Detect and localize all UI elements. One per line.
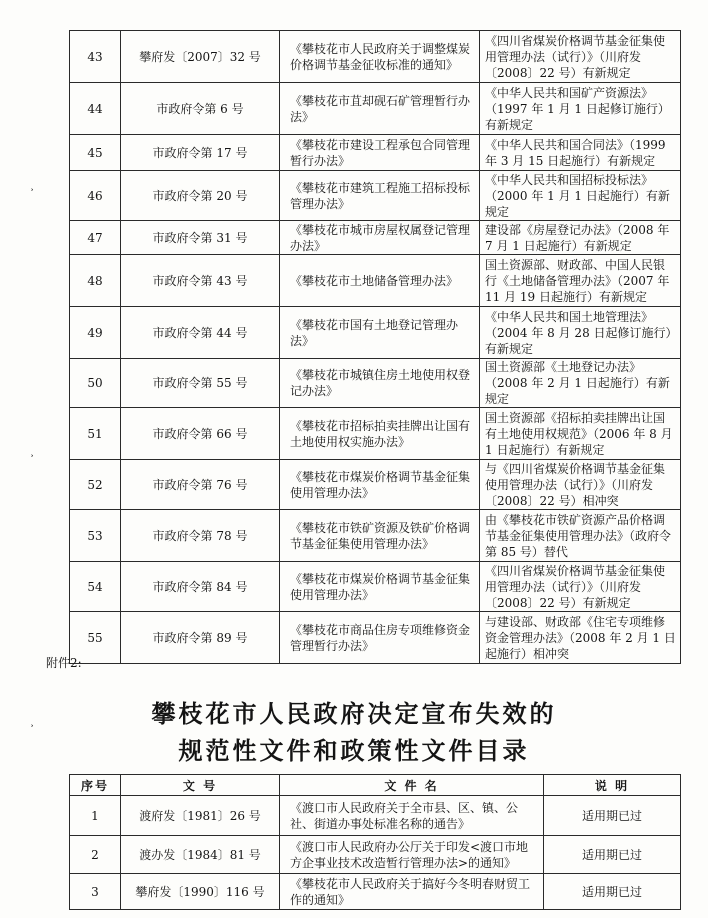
table-header-row <box>70 775 681 796</box>
row-number: 50 <box>70 359 121 408</box>
document-number: 市政府令第 76 号 <box>121 460 280 510</box>
document-number: 市政府令第 6 号 <box>121 83 280 135</box>
document-title: 《攀枝花市煤炭价格调节基金征集使用管理办法》 <box>280 460 480 510</box>
table-row <box>70 359 681 408</box>
remark: 国土资源部《招标拍卖挂牌出让国有土地使用权规范》（2006 年 8 月 1 日起施行）有新规定 <box>480 408 681 460</box>
document-number: 市政府令第 66 号 <box>121 408 280 460</box>
attachment-label: 附件2: <box>46 656 82 670</box>
row-number: 53 <box>70 510 121 562</box>
document-title: 《攀枝花市苴却砚石矿管理暂行办法》 <box>280 83 480 135</box>
document-number: 渡府发〔1981〕26 号 <box>121 796 280 836</box>
row-number: 44 <box>70 83 121 135</box>
document-title: 《攀枝花市建设工程承包合同管理暂行办法》 <box>280 135 480 171</box>
remark: 《四川省煤炭价格调节基金征集使用管理办法（试行）》（川府发〔2008〕22 号）有新规定 <box>480 562 681 612</box>
row-number: 1 <box>70 796 121 836</box>
remark: 《中华人民共和国土地管理法》（2004 年 8 月 28 日起修订施行）有新规定 <box>480 307 681 359</box>
remark: 与建设部、财政部《住宅专项维修资金管理办法》（2008 年 2 月 1 日起施行）相冲突 <box>480 612 681 664</box>
document-title: 《攀枝花市人民政府关于调整煤炭价格调节基金征收标准的通知》 <box>280 31 480 83</box>
document-number: 市政府令第 55 号 <box>121 359 280 408</box>
row-number: 3 <box>70 874 121 910</box>
remark: 《中华人民共和国招标投标法》（2000 年 1 月 1 日起施行）有新规定 <box>480 171 681 221</box>
document-title: 《攀枝花市国有土地登记管理办法》 <box>280 307 480 359</box>
invalidated-documents-table <box>69 774 681 910</box>
table-row <box>70 510 681 562</box>
document-number: 市政府令第 78 号 <box>121 510 280 562</box>
table-row <box>70 562 681 612</box>
remark: 适用期已过 <box>544 836 681 874</box>
document-number: 市政府令第 20 号 <box>121 171 280 221</box>
table-row <box>70 408 681 460</box>
remark: 由《攀枝花市铁矿资源产品价格调节基金征集使用管理办法》（政府令第 85 号）替代 <box>480 510 681 562</box>
remark: 《中华人民共和国矿产资源法》（1997 年 1 月 1 日起修订施行）有新规定 <box>480 83 681 135</box>
row-number: 55 <box>70 612 121 664</box>
row-number: 45 <box>70 135 121 171</box>
table-row <box>70 612 681 664</box>
remark: 适用期已过 <box>544 874 681 910</box>
header-document-title: 文 件 名 <box>280 775 544 796</box>
table-row <box>70 796 681 836</box>
document-title: 《攀枝花市土地储备管理办法》 <box>280 255 480 307</box>
document-title: 《攀枝花市铁矿资源及铁矿价格调节基金征集使用管理办法》 <box>280 510 480 562</box>
remark: 适用期已过 <box>544 796 681 836</box>
table-row <box>70 171 681 221</box>
table-row <box>70 874 681 910</box>
table-row <box>70 31 681 83</box>
page-title-line-2: 规范性文件和政策性文件目录 <box>178 737 530 765</box>
remark: 与《四川省煤炭价格调节基金征集使用管理办法（试行）》（川府发〔2008〕22 号）相冲突 <box>480 460 681 510</box>
table-row <box>70 255 681 307</box>
row-number: 47 <box>70 221 121 255</box>
repealed-documents-table <box>69 30 681 664</box>
row-number: 51 <box>70 408 121 460</box>
document-number: 渡办发〔1984〕81 号 <box>121 836 280 874</box>
table-row <box>70 460 681 510</box>
header-number: 序号 <box>70 775 121 796</box>
table-row <box>70 83 681 135</box>
document-title: 《攀枝花市城市房屋权属登记管理办法》 <box>280 221 480 255</box>
header-remark: 说 明 <box>544 775 681 796</box>
page-title-line-1: 攀枝花市人民政府决定宣布失效的 <box>151 700 557 728</box>
remark: 国土资源部、财政部、中国人民银行《土地储备管理办法》（2007 年 11 月 19 日起施行）有新规定 <box>480 255 681 307</box>
document-number: 市政府令第 43 号 <box>121 255 280 307</box>
table-row <box>70 836 681 874</box>
document-title: 《渡口市人民政府关于全市县、区、镇、公社、街道办事处标准名称的通告》 <box>280 796 544 836</box>
document-title: 《渡口市人民政府办公厅关于印发<渡口市地方企事业技术改造暂行管理办法>的通知》 <box>280 836 544 874</box>
table-row <box>70 221 681 255</box>
document-number: 市政府令第 89 号 <box>121 612 280 664</box>
header-document-number: 文 号 <box>121 775 280 796</box>
document-number: 攀府发〔1990〕116 号 <box>121 874 280 910</box>
remark: 《四川省煤炭价格调节基金征集使用管理办法（试行）》（川府发〔2008〕22 号）有新规定 <box>480 31 681 83</box>
document-title: 《攀枝花市人民政府关于搞好今冬明春财贸工作的通知》 <box>280 874 544 910</box>
row-number: 54 <box>70 562 121 612</box>
table-row <box>70 307 681 359</box>
table-row <box>70 135 681 171</box>
row-number: 49 <box>70 307 121 359</box>
remark: 建设部《房屋登记办法》（2008 年 7 月 1 日起施行）有新规定 <box>480 221 681 255</box>
document-number: 市政府令第 84 号 <box>121 562 280 612</box>
remark: 国土资源部《土地登记办法》（2008 年 2 月 1 日起施行）有新规定 <box>480 359 681 408</box>
row-number: 2 <box>70 836 121 874</box>
document-number: 攀府发〔2007〕32 号 <box>121 31 280 83</box>
document-title: 《攀枝花市城镇住房土地使用权登记办法》 <box>280 359 480 408</box>
document-title: 《攀枝花市商品住房专项维修资金管理暂行办法》 <box>280 612 480 664</box>
document-title: 《攀枝花市建筑工程施工招标投标管理办法》 <box>280 171 480 221</box>
document-number: 市政府令第 44 号 <box>121 307 280 359</box>
document-number: 市政府令第 17 号 <box>121 135 280 171</box>
row-number: 48 <box>70 255 121 307</box>
row-number: 43 <box>70 31 121 83</box>
remark: 《中华人民共和国合同法》（1999 年 3 月 15 日起施行）有新规定 <box>480 135 681 171</box>
document-number: 市政府令第 31 号 <box>121 221 280 255</box>
row-number: 52 <box>70 460 121 510</box>
document-title: 《攀枝花市煤炭价格调节基金征集使用管理办法》 <box>280 562 480 612</box>
document-title: 《攀枝花市招标拍卖挂牌出让国有土地使用权实施办法》 <box>280 408 480 460</box>
row-number: 46 <box>70 171 121 221</box>
